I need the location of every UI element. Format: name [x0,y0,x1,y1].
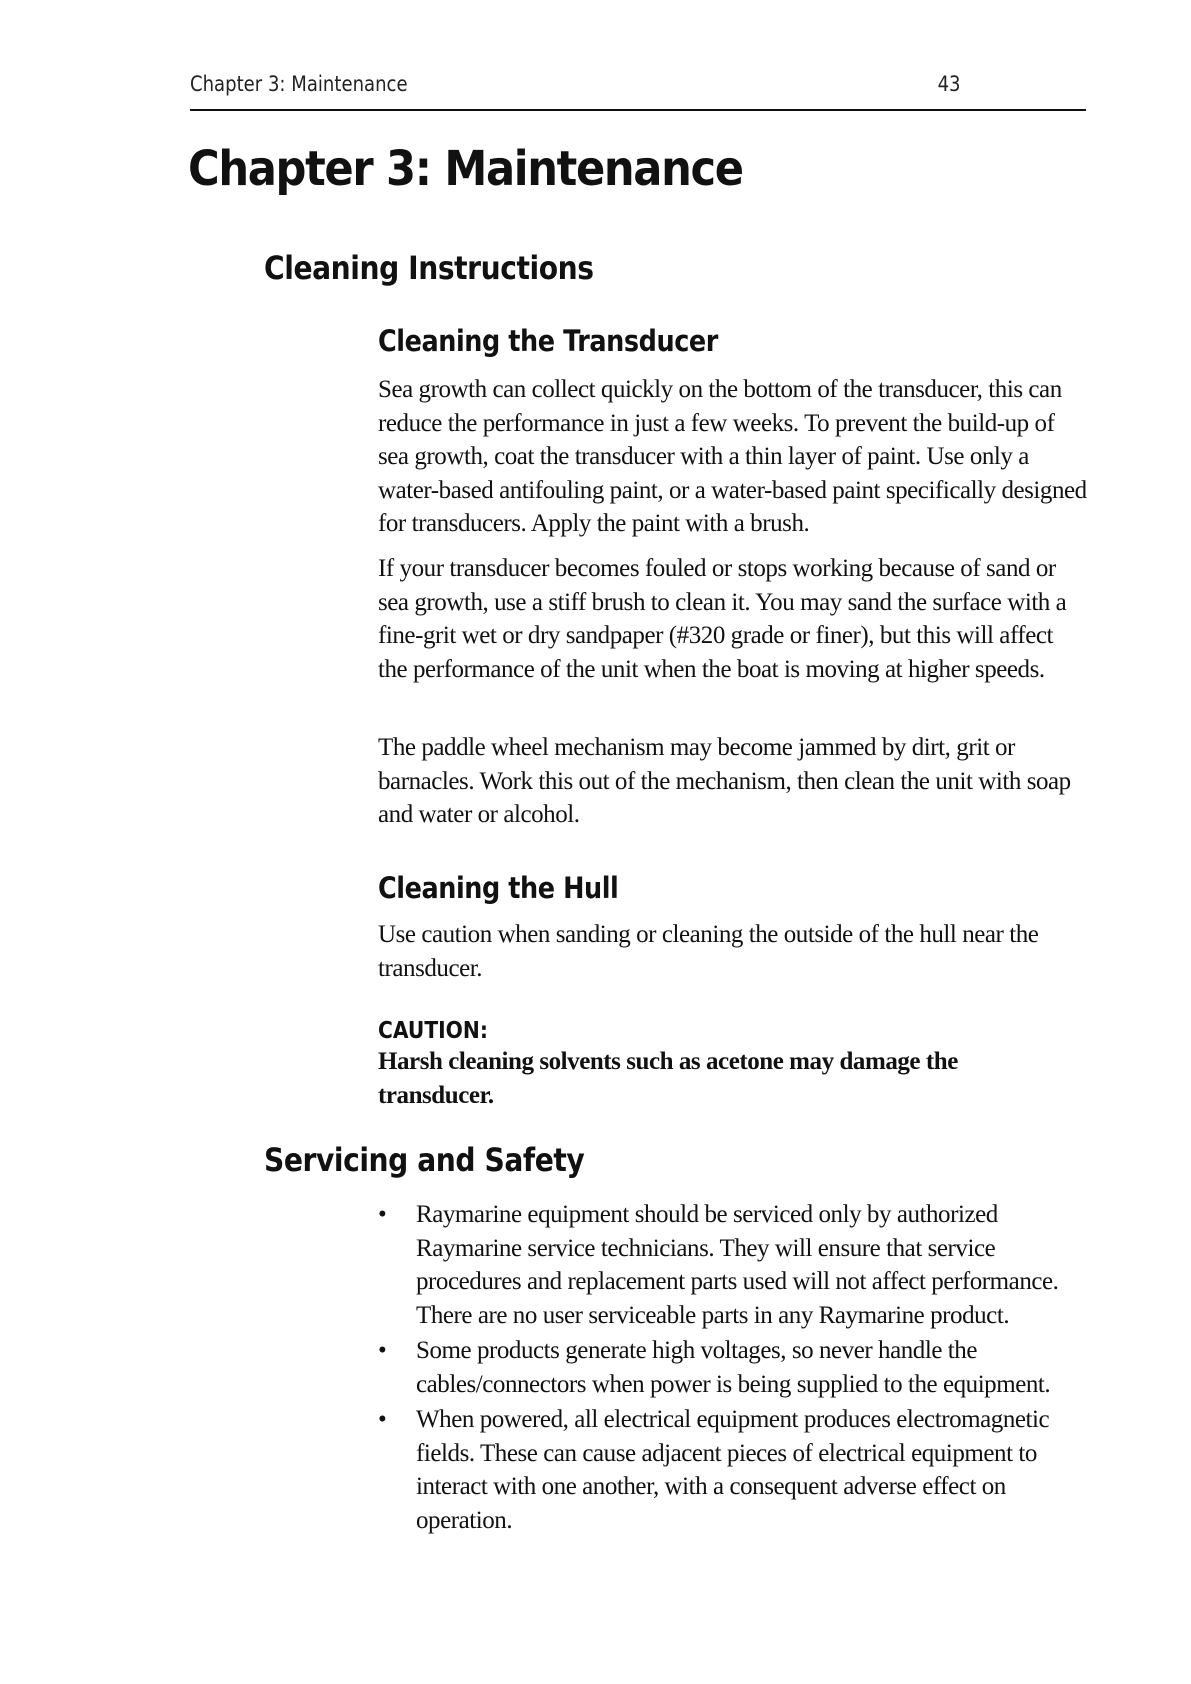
subsection-heading-cleaning-transducer: Cleaning the Transducer [378,324,718,358]
header-divider [190,109,1086,111]
bullet-text: Some products generate high voltages, so never handle the cables/connectors when power is being supplied to the equipment. [416,1337,1051,1398]
running-header [190,72,1086,96]
caution-label: CAUTION: [378,1018,488,1044]
safety-bullet-list [378,1198,1090,1539]
list-item [378,1334,1090,1401]
section-heading-cleaning-instructions: Cleaning Instructions [264,249,594,287]
bullet-text: When powered, all electrical equipment produces electromagnetic fields. These can cause adjacent pieces of electrical equipment to interact with one another, with a consequent adverse effect on operation. [416,1406,1050,1534]
caution-text: Harsh cleaning solvents such as acetone may damage the transducer. [378,1048,958,1109]
page-number: 43 [937,72,961,96]
chapter-title: Chapter 3: Maintenance [188,141,743,197]
list-item [378,1403,1090,1537]
transducer-paragraph-1: Sea growth can collect quickly on the bottom of the transducer, this can reduce the performance in just a few weeks. To prevent the build-up of sea growth, coat the transducer with a thin layer of paint. Use only a water-based antifouling paint, or a water-based paint specifically designed for transducers. Apply the paint with a brush. [378,376,1087,537]
bullet-icon: • [378,1337,387,1364]
subsection-heading-cleaning-hull: Cleaning the Hull [378,871,619,905]
transducer-paragraph-3: The paddle wheel mechanism may become jammed by dirt, grit or barnacles. Work this out of the mechanism, then clean the unit with soap and water or alcohol. [378,734,1071,828]
bullet-text: Raymarine equipment should be serviced only by authorized Raymarine service technicians. They will ensure that service procedures and replacement parts used will not affect performance. There are no user serviceable parts in any Raymarine product. [416,1201,1059,1329]
transducer-paragraph-2: If your transducer becomes fouled or stops working because of sand or sea growth, use a stiff brush to clean it. You may sand the surface with a fine-grit wet or dry sandpaper (#320 grade or finer), but this will affect the performance of the unit when the boat is moving at higher speeds. [378,555,1067,683]
bullet-icon: • [378,1406,387,1433]
bullet-icon: • [378,1201,387,1228]
section-heading-servicing-safety: Servicing and Safety [264,1141,585,1179]
list-item [378,1198,1090,1332]
running-header-title: Chapter 3: Maintenance [190,72,408,96]
hull-paragraph: Use caution when sanding or cleaning the outside of the hull near the transducer. [378,921,1039,982]
